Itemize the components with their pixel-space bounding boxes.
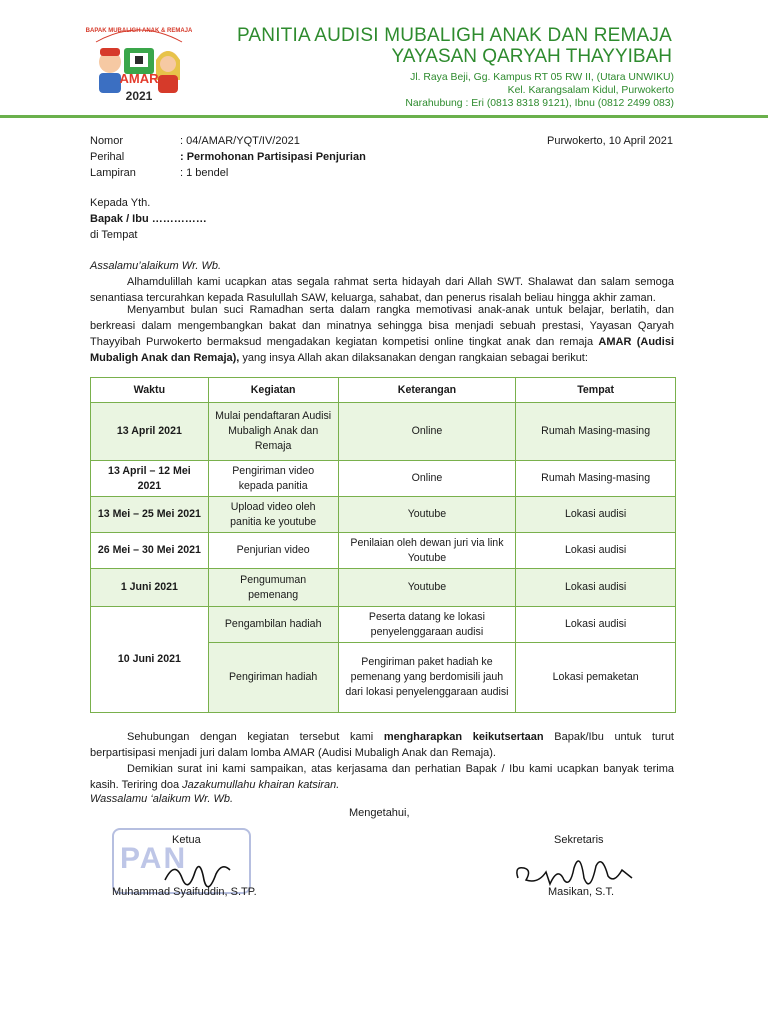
- stamp-text: PAN: [120, 842, 188, 875]
- cell-tempat: Lokasi audisi: [516, 497, 676, 533]
- cell-keterangan: Pengiriman paket hadiah ke pemenang yang berdomisili jauh dari lokasi penyelenggaraan audisi: [338, 643, 516, 713]
- paragraph-1: Alhamdulillah kami ucapkan atas segala rahmat serta hidayah dari Allah SWT. Shalawat dan salam semoga senantiasa tercurahkan kepada Rasulullah SAW, keluarga, sahabat, dan penerus risalah beliau hingga akhir zaman.: [90, 276, 674, 304]
- cell-tempat: Rumah Masing-masing: [516, 461, 676, 497]
- paragraph-3: [90, 729, 674, 761]
- cell-waktu: 13 April 2021: [91, 403, 209, 461]
- org-name-line2: YAYASAN QARYAH THAYYIBAH: [391, 46, 672, 67]
- nomor-value: : 04/AMAR/YQT/IV/2021: [180, 135, 300, 147]
- address-line1: Jl. Raya Beji, Gg. Kampus RT 05 RW II, (Utara UNWIKU): [410, 72, 674, 83]
- logo-brand: AMAR: [119, 71, 159, 86]
- paragraph-2: [90, 302, 674, 366]
- logo-arc-text: BAPAK MUBALIGH ANAK & REMAJA: [86, 28, 192, 34]
- nomor-label: Nomor: [90, 135, 124, 147]
- paragraph-4: [90, 761, 674, 793]
- paragraph-3-text: Sehubungan dengan kegiatan tersebut kami: [127, 731, 384, 743]
- acknowledged-label: Mengetahui,: [349, 807, 410, 819]
- chair-name: Muhammad Syaifuddin, S.TP.: [112, 886, 257, 898]
- secretary-name: Masikan, S.T.: [548, 886, 615, 898]
- recipient-line2: Bapak / Ibu ……………: [90, 213, 207, 225]
- table-row: [91, 533, 676, 569]
- header-kegiatan: Kegiatan: [208, 378, 338, 403]
- header-keterangan: Keterangan: [338, 378, 516, 403]
- lampiran-label: Lampiran: [90, 167, 136, 179]
- cell-keterangan: Youtube: [338, 497, 516, 533]
- recipient-line3: di Tempat: [90, 229, 138, 241]
- paragraph-2-end: yang insya Allah akan dilaksanakan dengan rangkaian sebagai berikut:: [239, 352, 588, 364]
- paragraph-2-text: Menyambut bulan suci Ramadhan serta dalam rangka memotivasi anak-anak untuk belajar, berlatih, dan berkreasi dalam mengembangkan bakat dan minatnya sehingga bisa menjadi sebuah prestasi, Yayasan Qaryah Thayyibah Purwokerto bermaksud mengadakan kegiatan kompetisi online tingkat anak dan remaja: [90, 304, 674, 348]
- cell-waktu: 26 Mei – 30 Mei 2021: [91, 533, 209, 569]
- org-name-line1: PANITIA AUDISI MUBALIGH ANAK DAN REMAJA: [236, 25, 672, 46]
- cell-kegiatan: Pengiriman video kepada panitia: [208, 461, 338, 497]
- cell-kegiatan: Penjurian video: [208, 533, 338, 569]
- secretary-title: Sekretaris: [554, 834, 604, 846]
- cell-kegiatan: Mulai pendaftaran Audisi Mubaligh Anak dan Remaja: [208, 403, 338, 461]
- amar-logo: [86, 20, 192, 108]
- header-divider: [0, 115, 768, 118]
- cell-tempat: Lokasi audisi: [516, 607, 676, 643]
- table-row: [91, 497, 676, 533]
- cell-waktu: 13 Mei – 25 Mei 2021: [91, 497, 209, 533]
- cell-waktu: 1 Juni 2021: [91, 569, 209, 607]
- header-tempat: Tempat: [516, 378, 676, 403]
- cell-tempat: Lokasi pemaketan: [516, 643, 676, 713]
- cell-kegiatan: Pengumuman pemenang: [208, 569, 338, 607]
- paragraph-4-italic: Jazakumullahu khairan katsiran.: [182, 779, 340, 791]
- paragraph-3-bold: mengharapkan keikutsertaan: [383, 731, 544, 743]
- cell-tempat: Lokasi audisi: [516, 533, 676, 569]
- cell-keterangan: Online: [338, 403, 516, 461]
- table-row: [91, 569, 676, 607]
- contact-line: Narahubung : Eri (0813 8318 9121), Ibnu (0812 2499 083): [405, 98, 674, 109]
- perihal-label: Perihal: [90, 151, 125, 163]
- cell-kegiatan: Upload video oleh panitia ke youtube: [208, 497, 338, 533]
- farewell: Wassalamu ‘alaikum Wr. Wb.: [90, 793, 234, 805]
- paragraph-2-bold: AMAR (Audisi Mubaligh Anak dan Remaja),: [90, 336, 674, 364]
- cell-waktu: 13 April – 12 Mei 2021: [91, 461, 209, 497]
- cell-tempat: Rumah Masing-masing: [516, 403, 676, 461]
- cell-waktu: 10 Juni 2021: [91, 607, 209, 713]
- table-row: [91, 461, 676, 497]
- cell-keterangan: Online: [338, 461, 516, 497]
- perihal-value: : Permohonan Partisipasi Penjurian: [180, 151, 366, 163]
- letter-date: Purwokerto, 10 April 2021: [547, 135, 673, 147]
- schedule-table: [90, 377, 676, 713]
- cell-keterangan: Youtube: [338, 569, 516, 607]
- cell-tempat: Lokasi audisi: [516, 569, 676, 607]
- cell-keterangan: Peserta datang ke lokasi penyelenggaraan audisi: [338, 607, 516, 643]
- paragraph-3-end: Bapak/Ibu untuk turut berpartisipasi menjadi juri dalam lomba AMAR (Audisi Mubaligh Anak dan Remaja).: [90, 731, 674, 759]
- address-line2: Kel. Karangsalam Kidul, Purwokerto: [507, 85, 674, 96]
- table-row: [91, 607, 676, 643]
- cell-kegiatan: Pengiriman hadiah: [208, 643, 338, 713]
- cell-kegiatan: Pengambilan hadiah: [208, 607, 338, 643]
- logo-year: 2021: [125, 89, 153, 103]
- greeting: Assalamu’alaikum Wr. Wb.: [90, 260, 222, 272]
- chair-title: Ketua: [172, 834, 201, 846]
- lampiran-value: : 1 bendel: [180, 167, 229, 179]
- table-header-row: [91, 378, 676, 403]
- table-row: [91, 403, 676, 461]
- paragraph-4-text: Demikian surat ini kami sampaikan, atas kerjasama dan perhatian Bapak / Ibu kami ucapkan banyak terima kasih. Teriring doa: [90, 763, 674, 791]
- recipient-line1: Kepada Yth.: [90, 197, 151, 209]
- cell-keterangan: Penilaian oleh dewan juri via link Youtube: [338, 533, 516, 569]
- header-waktu: Waktu: [91, 378, 209, 403]
